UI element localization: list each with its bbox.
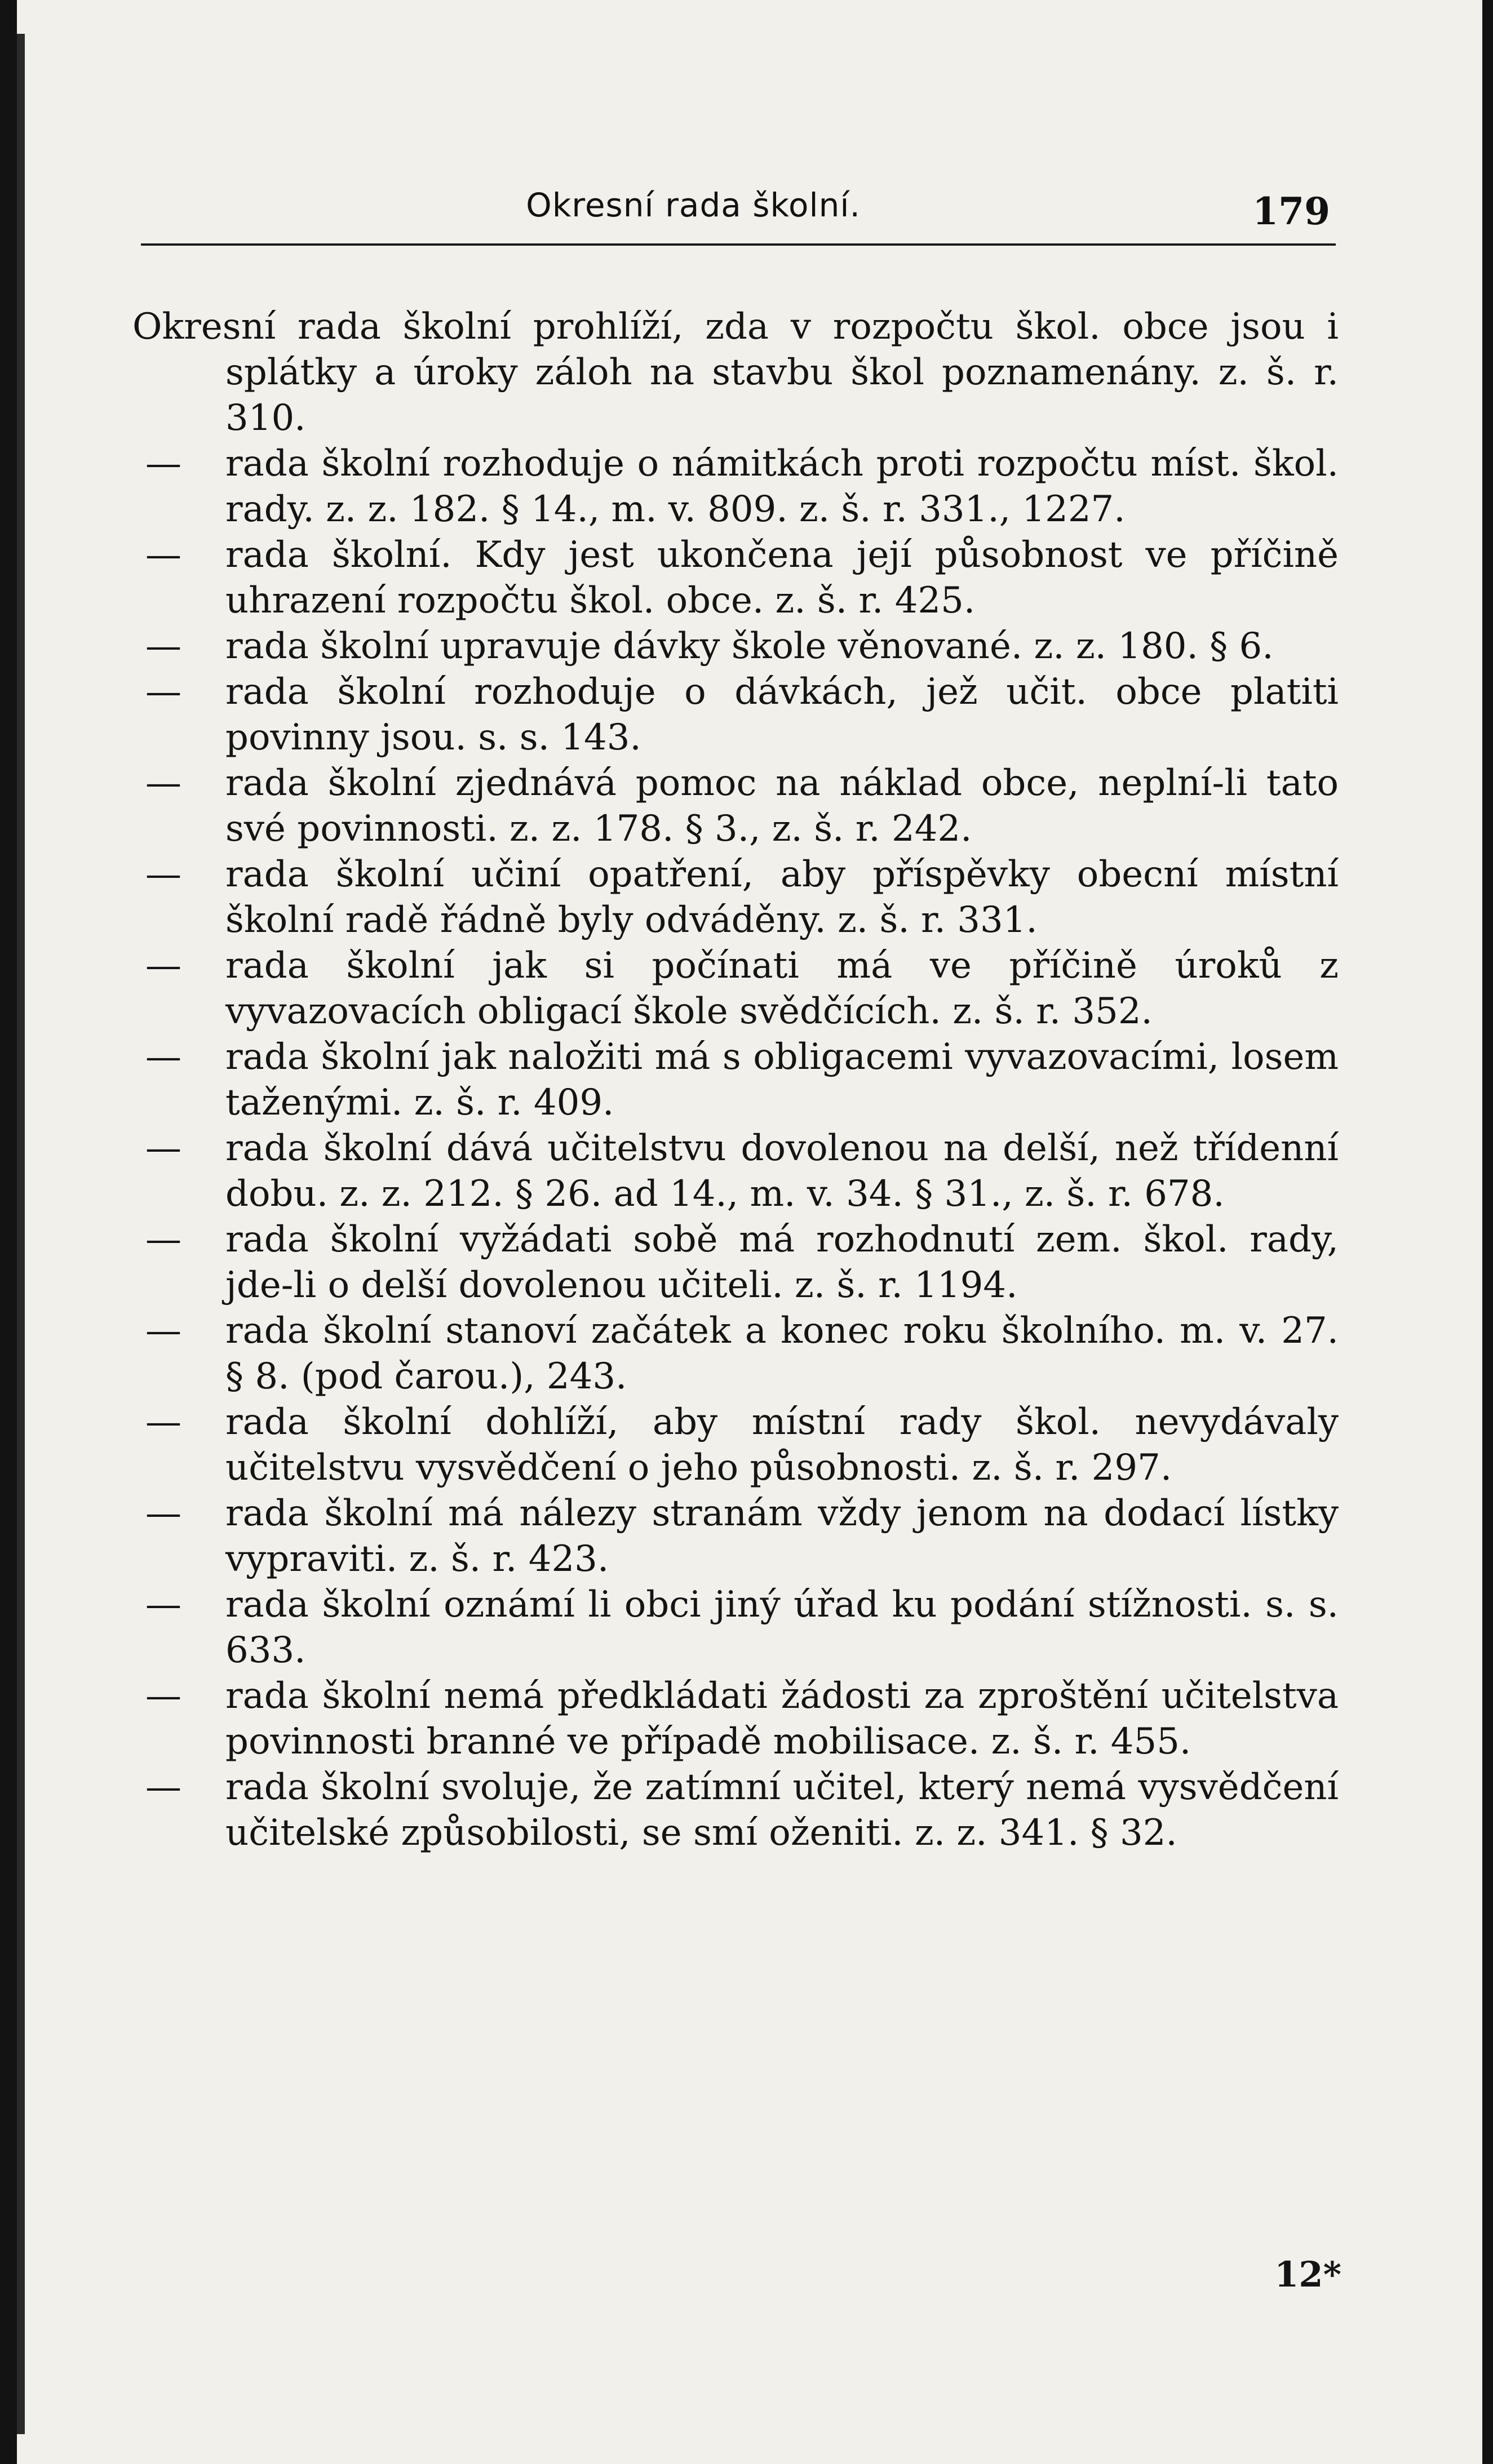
entry-text: rada školní rozhoduje o námitkách proti rozpočtu míst. škol. rady. z. z. 182. § 14., m. v. 809. z. š. r. 331., 1227. [225,443,1339,530]
index-entry [132,304,1339,441]
entry-dash: — [145,1127,181,1169]
entry-text: rada školní dává učitelstvu dovolenou na delší, než třídenní dobu. z. z. 212. § 26. ad 14., m. v. 34. § 31., z. š. r. 678. [225,1127,1339,1215]
index-entries [132,304,1339,1856]
index-entry [132,1400,1339,1491]
entry-text: rada školní jak si počínati má ve příčině úroků z vyvazovacích obligací škole svědčících. z. š. r. 352. [225,945,1339,1032]
signature-mark: 12* [1274,2254,1341,2295]
entry-text: rada školní svoluje, že zatímní učitel, který nemá vysvědčení učitelské způsobilosti, se smí oženiti. z. z. 341. § 32. [225,1766,1339,1854]
entry-dash: — [145,443,181,485]
entry-text: rada školní nemá předkládati žádosti za zproštění učitelstva povinnosti branné ve případě mobilisace. z. š. r. 455. [225,1675,1339,1762]
entry-text: rada školní má nálezy stranám vždy jenom na dodací lístky vypraviti. z. š. r. 423. [225,1493,1339,1580]
index-entry [132,624,1339,669]
index-entry [132,1308,1339,1400]
index-entry [132,943,1339,1035]
index-entry [132,1582,1339,1673]
running-title: Okresní rada školní. [526,186,861,224]
entry-dash: — [145,762,181,804]
entry-text: rada školní jak naložiti má s obligacemi vyvazovacími, losem taženými. z. š. r. 409. [225,1036,1339,1124]
entry-text: rada školní rozhoduje o dávkách, jež učit. obce platiti povinny jsou. s. s. 143. [225,671,1339,758]
page-header [130,180,1336,248]
entry-dash: — [145,1219,181,1260]
entry-text: rada školní učiní opatření, aby příspěvky obecní místní školní radě řádně byly odváděny. z. š. r. 331. [225,854,1339,941]
index-entry [132,1217,1339,1308]
entry-dash: — [145,1310,181,1352]
entry-text: rada školní dohlíží, aby místní rady škol. nevydávaly učitelstvu vysvědčení o jeho působnosti. z. š. r. 297. [225,1401,1339,1489]
entry-dash: — [145,1493,181,1534]
entry-dash: — [145,1584,181,1626]
entry-dash: — [145,1766,181,1808]
entry-text: rada školní zjednává pomoc na náklad obce, neplní-li tato své povinnosti. z. z. 178. § 3., z. š. r. 242. [225,762,1339,850]
entry-dash: — [145,854,181,895]
entry-dash: — [145,1036,181,1078]
page-number: 179 [1252,189,1330,233]
index-entry [132,669,1339,761]
index-entry [132,1126,1339,1217]
entry-dash: — [145,1675,181,1717]
index-entry [132,1035,1339,1126]
page-binding-edge [17,34,25,2434]
entry-text: rada školní. Kdy jest ukončena její působnost ve příčině uhrazení rozpočtu škol. obce. z. š. r. 425. [225,534,1339,621]
index-entry [132,852,1339,943]
entry-text: rada školní upravuje dávky škole věnované. z. z. 180. § 6. [225,625,1274,667]
index-entry [132,441,1339,532]
entry-dash: — [145,534,181,576]
entry-text: rada školní vyžádati sobě má rozhodnutí zem. škol. rady, jde-li o delší dovolenou učiteli. z. š. r. 1194. [225,1219,1339,1306]
book-page [17,0,1482,2464]
entry-dash: — [145,1401,181,1443]
entry-text: rada školní oznámí li obci jiný úřad ku podání stížnosti. s. s. 633. [225,1584,1339,1671]
index-entry [132,1673,1339,1765]
entry-dash: — [145,945,181,987]
entry-text: Okresní rada školní prohlíží, zda v rozpočtu škol. obce jsou i splátky a úroky záloh na stavbu škol poznamenány. z. š. r. 310. [132,306,1339,439]
entry-text: rada školní stanoví začátek a konec roku školního. m. v. 27. § 8. (pod čarou.), 243. [225,1310,1339,1397]
header-rule [141,243,1336,246]
index-entry [132,1765,1339,1856]
index-entry [132,1491,1339,1582]
index-entry [132,761,1339,852]
entry-dash: — [145,671,181,713]
index-entry [132,532,1339,624]
entry-dash: — [145,625,181,667]
